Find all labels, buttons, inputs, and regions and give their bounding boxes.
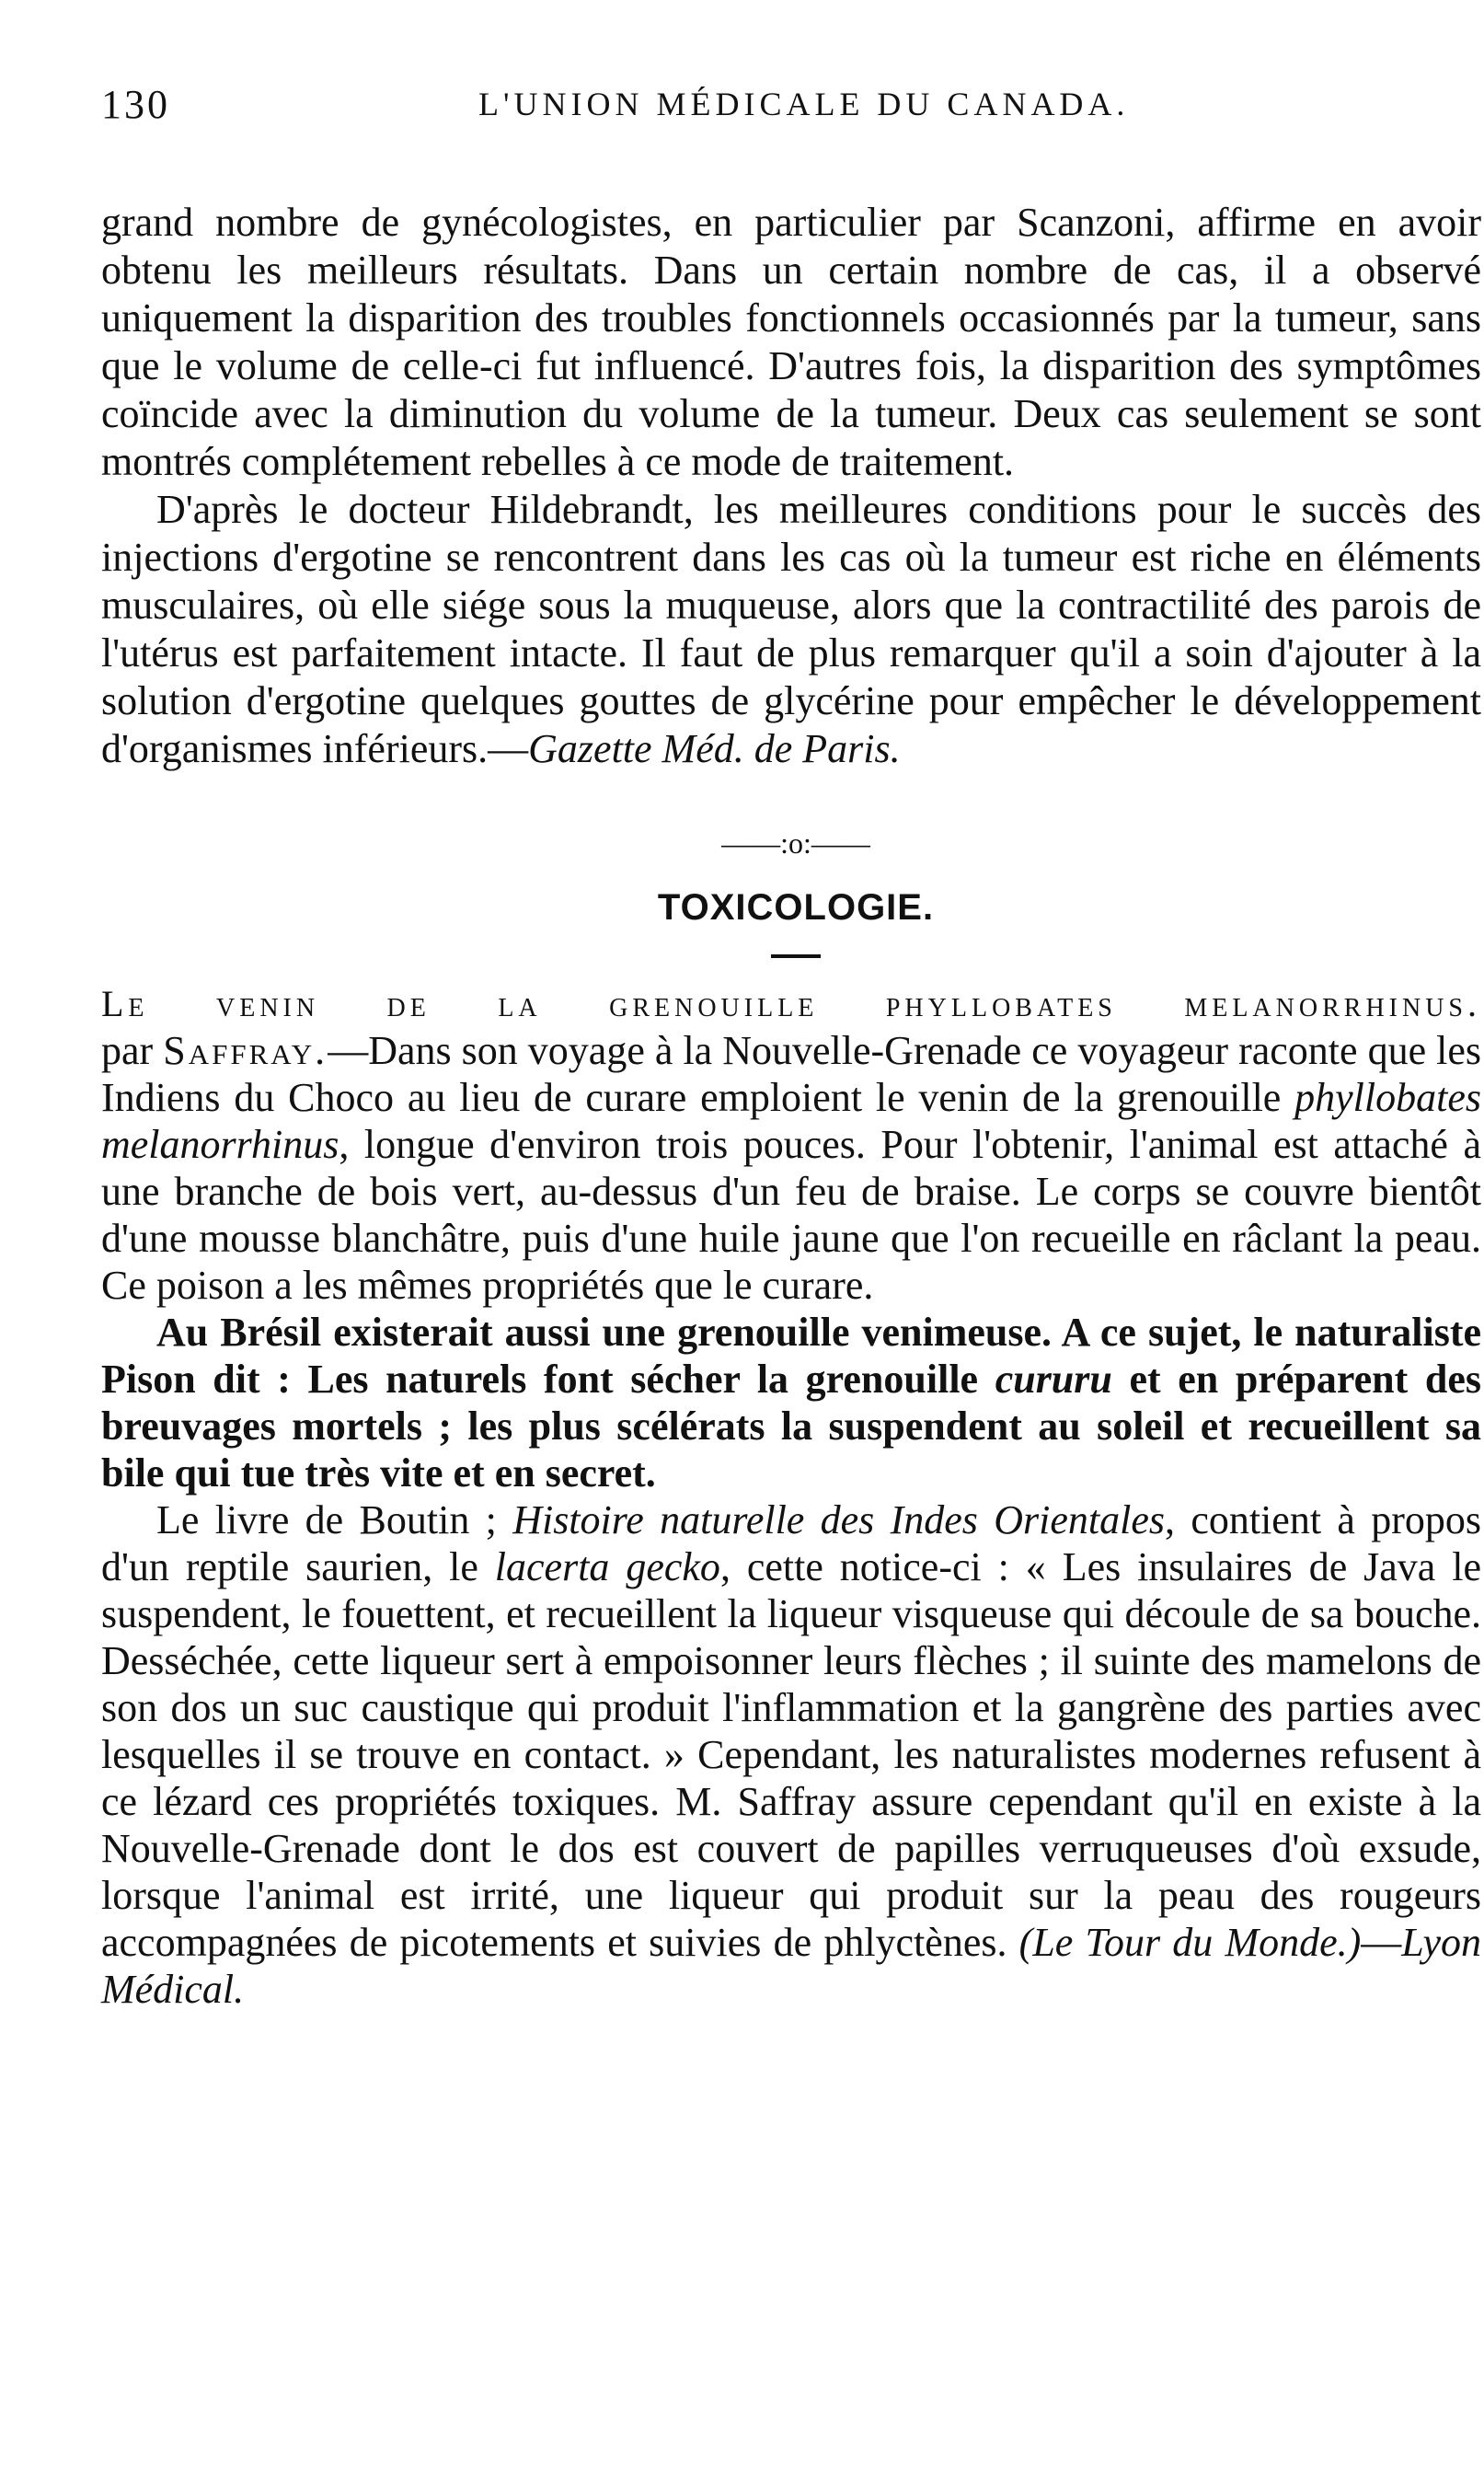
- author-name: Saffray.: [163, 1028, 328, 1073]
- p2-text-b: et en préparent des breuvages mortels ; les plus scélérats la suspendent au soleil et recueillent sa bile qui tue très vite et en secret.: [101, 1357, 1481, 1496]
- intro-source: Gazette Méd. de Paris.: [528, 726, 901, 771]
- p2-text-a: Au Brésil existerait aussi une grenouille venimeuse. A ce sujet, le naturaliste Pison dit : Les naturels font sécher la grenouille: [101, 1310, 1481, 1402]
- p3-text-a: Le livre de Boutin ;: [156, 1497, 513, 1542]
- p3-source-2: Lyon Médical.: [101, 1920, 1481, 2012]
- article: [101, 980, 1481, 2013]
- page-number: 130: [101, 82, 170, 127]
- p3-source-1: (Le Tour du Monde.): [1018, 1920, 1362, 1965]
- p3-dash: —: [1361, 1920, 1402, 1965]
- page: [101, 81, 1484, 2013]
- section-title: TOXICOLOGIE.: [657, 887, 935, 928]
- p3-italic-1: Histoire naturelle des Indes Orientales: [512, 1497, 1165, 1542]
- intro-text: [101, 199, 1481, 773]
- p3-text-c: , cette notice-ci : « Les insulaires de Java le suspendent, le fouettent, et recueillent la liqueur visqueuse qui découle de sa bouche. Desséchée, cette liqueur sert à empoisonner leurs flèches ; il suinte des mamelons de son dos un suc caustique qui produit l'inflammation et la gangrène des parties avec lesquelles il se trouve en contact. » Cependant, les naturalistes modernes refusent à ce lézard ces propriétés toxiques. M. Saffray assure cependant qu'il en existe à la Nouvelle-Grenade dont le dos est couvert de papilles verruqueuses d'où exsude, lorsque l'animal est irrité, une liqueur qui produit sur la peau des rougeurs accompagnées de picotements et suivies de phlyctènes.: [101, 1544, 1481, 1965]
- p1-text-b: , longue d'environ trois pouces. Pour l'obtenir, l'animal est attaché à une branche de bois vert, au-dessus d'un feu de braise. Le corps se couvre bientôt d'une mousse blanchâtre, puis d'une huile jaune que l'on recueille en râclant la peau. Ce poison a les mêmes propriétés que le curare.: [101, 1122, 1481, 1308]
- p3-text-b: , contient à propos d'un reptile saurien, le: [101, 1497, 1481, 1589]
- p1-italic: phyllobates melanorrhinus: [101, 1075, 1481, 1167]
- article-paragraph-2: [101, 1309, 1481, 1496]
- running-head: [101, 81, 1484, 136]
- intro-paragraph-2-text: D'après le docteur Hildebrandt, les meilleures conditions pour le succès des injections d'ergotine se rencontrent dans les cas où la tumeur est riche en éléments musculaires, où elle siége sous la muqueuse, alors que la contractilité des parois de l'utérus est parfaitement intacte. Il faut de plus remarquer qu'il a soin d'ajouter à la solution d'ergotine quelques gouttes de glycérine pour empêcher le développement d'organismes inférieurs.—: [101, 487, 1481, 771]
- p3-italic-2: lacerta gecko: [494, 1544, 720, 1589]
- section-separator: ——:o:——: [721, 826, 870, 860]
- intro-paragraph-1: grand nombre de gynécologistes, en particulier par Scanzoni, affirme en avoir obtenu les meilleurs résultats. Dans un certain nombre de cas, il a observé uniquement la disparition des troubles fonctionnels occasionnés par la tumeur, sans que le volume de celle-ci fut influencé. D'autres fois, la disparition des symptômes coïncide avec la diminution du volume de la tumeur. Deux cas seulement se sont montrés complétement rebelles à ce mode de traitement.: [101, 200, 1481, 484]
- intro-paragraph-2: [101, 486, 1481, 773]
- p2-italic: cururu: [995, 1357, 1112, 1402]
- article-paragraph-3: [101, 1496, 1481, 2013]
- p1-text-a: —Dans son voyage à la Nouvelle-Grenade ce voyageur raconte que les Indiens du Choco au lieu de curare emploient le venin de la grenouille: [101, 1028, 1482, 1120]
- title-rule: [771, 954, 821, 958]
- author-prefix: par: [101, 1028, 154, 1073]
- article-heading: Le venin de la grenouille phyllobates melanorrhinus.: [101, 983, 1481, 1024]
- journal-title: L'UNION MÉDICALE DU CANADA.: [478, 86, 1130, 122]
- article-paragraph-1: [101, 1027, 1481, 1309]
